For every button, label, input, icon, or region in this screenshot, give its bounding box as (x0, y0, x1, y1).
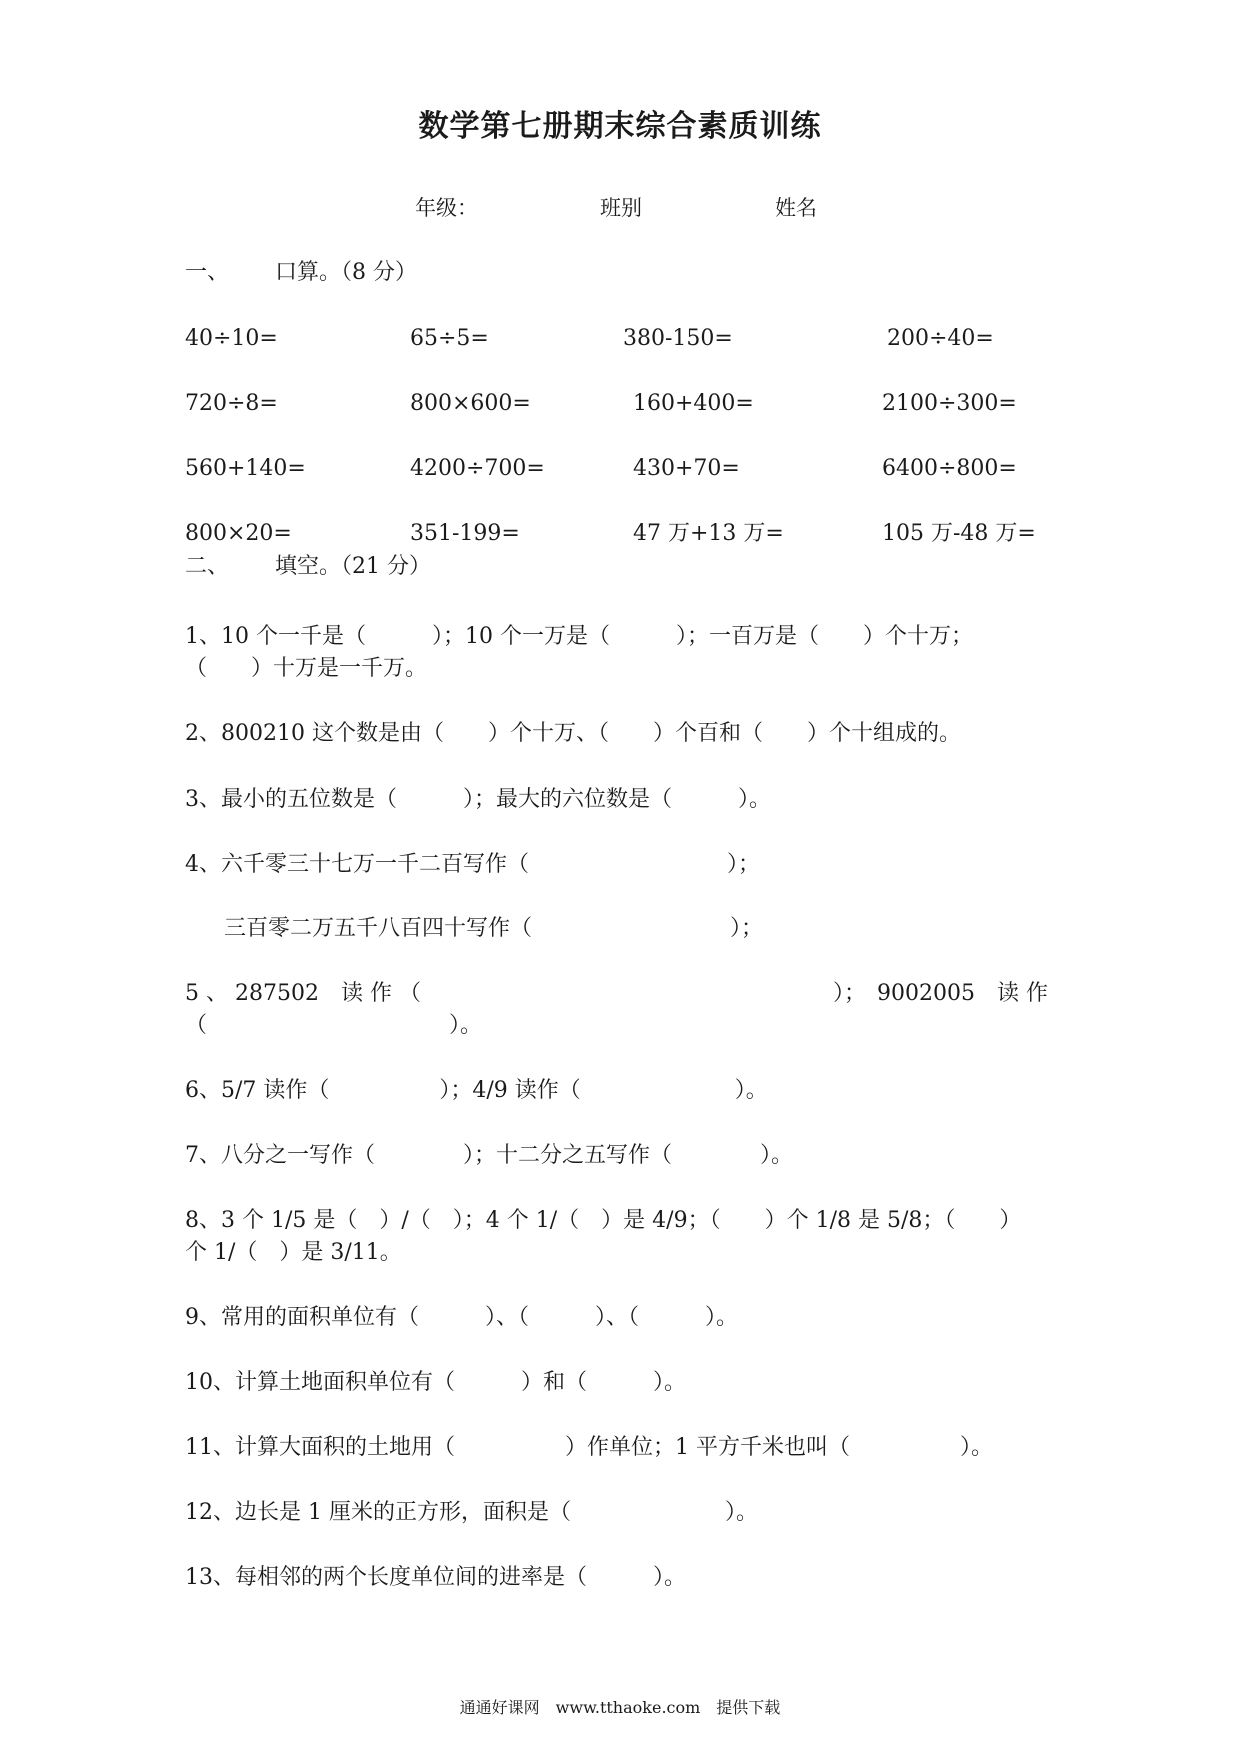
calc-item: 380-150= (623, 326, 733, 351)
calc-item: 430+70= (633, 456, 740, 481)
footer-credit: 通通好课网 www.tthaoke.com 提供下载 (459, 1698, 781, 1717)
question-line: 13、每相邻的两个长度单位间的进率是（ ）。 (185, 1565, 686, 1590)
calc-item: 800×600= (410, 391, 531, 416)
class-label: 班别 (600, 196, 642, 220)
question-line: 11、计算大面积的土地用（ ）作单位；1 平方千米也叫（ ）。 (185, 1435, 993, 1460)
calc-item: 351-199= (410, 521, 520, 546)
name-label: 姓名 (775, 196, 817, 220)
calc-item: 720÷8= (185, 391, 278, 416)
question-line: （ ）。 (185, 1013, 483, 1038)
calc-item: 40÷10= (185, 326, 278, 351)
calc-item: 2100÷300= (882, 391, 1017, 416)
question-line: 三百零二万五千八百四十写作（ ）； (224, 916, 764, 941)
question-line: 5 、 287502 读 作 （ (185, 981, 421, 1006)
question-line: （ ）十万是一千万。 (185, 656, 428, 681)
calc-item: 800×20= (185, 521, 292, 546)
calc-item: 560+140= (185, 456, 306, 481)
question-line: 10、计算土地面积单位有（ ）和（ ）。 (185, 1370, 686, 1395)
calc-item: 47 万+13 万= (633, 521, 784, 546)
calc-item: 160+400= (633, 391, 754, 416)
question-line: 6、5/7 读作（ ）；4/9 读作（ ）。 (185, 1078, 768, 1103)
question-line: 个 1/（ ）是 3/11。 (185, 1240, 402, 1265)
section2-heading: 填空。（21 分） (275, 554, 431, 579)
calc-item: 65÷5= (410, 326, 489, 351)
calc-item: 200÷40= (887, 326, 994, 351)
question-line: 1、10 个一千是（ ）；10 个一万是（ ）；一百万是（ ）个十万； (185, 624, 973, 649)
question-line: 9、常用的面积单位有（ ）、（ ）、（ ）。 (185, 1305, 738, 1330)
section2-number: 二、 (185, 554, 230, 579)
grade-label: 年级： (415, 196, 478, 220)
question-line: 4、六千零三十七万一千二百写作（ ）； (185, 852, 760, 877)
calc-item: 105 万-48 万= (882, 521, 1036, 546)
calc-item: 6400÷800= (882, 456, 1017, 481)
question-line: 12、边长是 1 厘米的正方形，面积是（ ）。 (185, 1500, 758, 1525)
calc-item: 4200÷700= (410, 456, 545, 481)
section1-number: 一、 (185, 260, 230, 285)
question-line: 8、3 个 1/5 是（ ）/（ ）；4 个 1/（ ）是 4/9；（ ）个 1/8 是 5/8；（ ） (185, 1208, 1022, 1233)
question-line: 3、最小的五位数是（ ）；最大的六位数是（ ）。 (185, 787, 771, 812)
section1-heading: 口算。（8 分） (275, 260, 417, 285)
page-title: 数学第七册期末综合素质训练 (418, 109, 822, 144)
question-line: 7、八分之一写作（ ）；十二分之五写作（ ）。 (185, 1143, 793, 1168)
question-line: ）； 9002005 读 作 (833, 981, 1048, 1006)
question-line: 2、800210 这个数是由（ ）个十万、（ ）个百和（ ）个十组成的。 (185, 721, 961, 746)
